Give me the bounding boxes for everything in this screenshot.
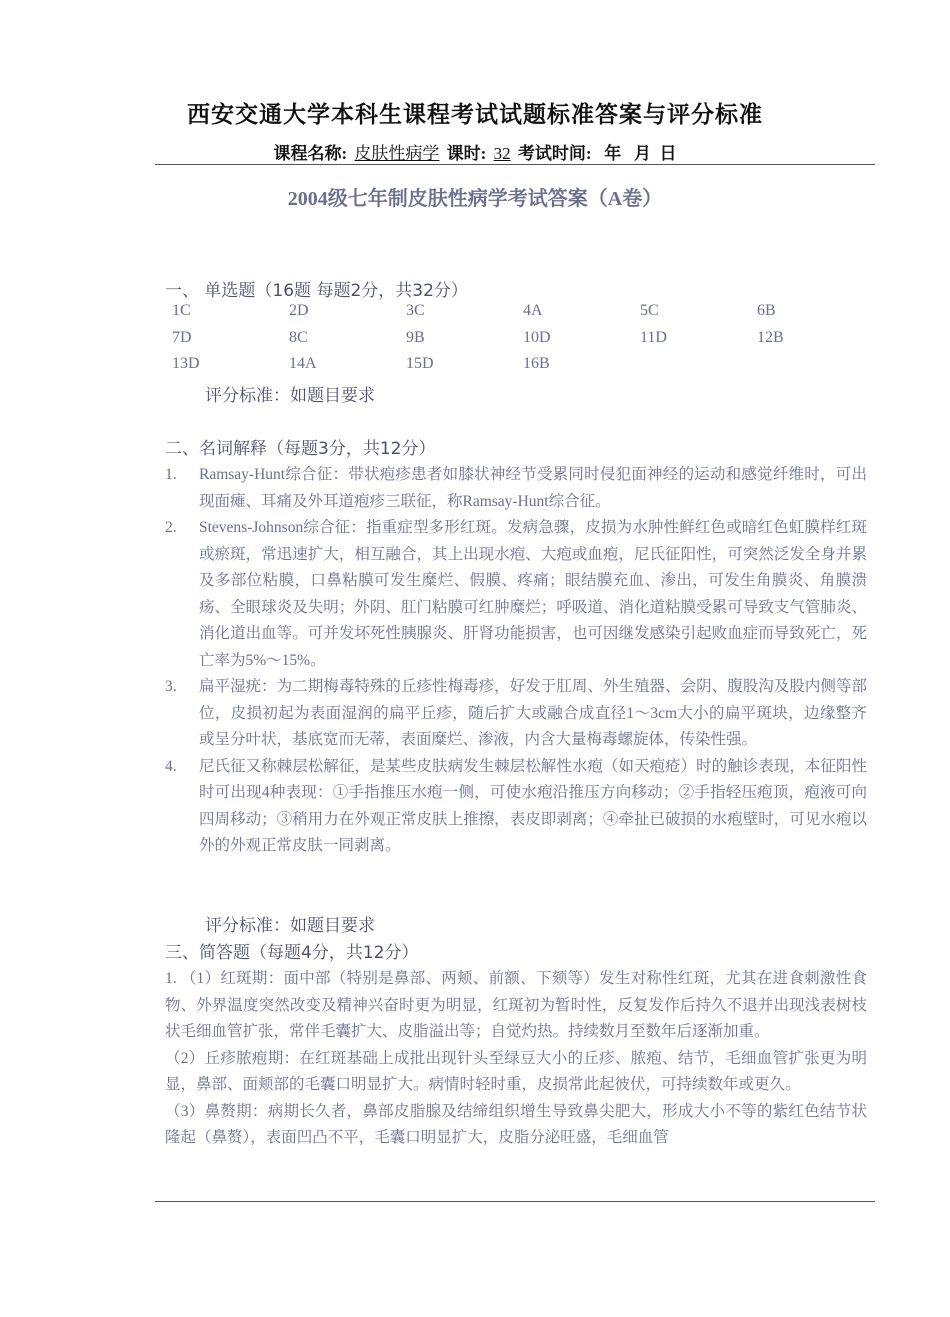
exam-title: 2004级七年制皮肤性病学考试答案（A卷） bbox=[287, 188, 663, 210]
definition-number: 2. bbox=[165, 519, 177, 536]
answer-item: 1C bbox=[172, 302, 191, 319]
exam-month: 月 bbox=[634, 144, 651, 163]
definition-text: Stevens-Johnson综合征：指重症型多形红斑。发病急骤，皮损为水肿性鲜红色或暗红色虹膜样红斑或瘀斑，常迅速扩大，相互融合，其上出现水疱、大疱或血疱，尼氏征阳性，可突然泛发全身并累及多部位粘膜，口鼻粘膜可发生糜烂、假膜、疼痛；眼结膜充血、渗出，可发生角膜炎、角膜溃疡、全眼球炎及失明；外阴、肛门粘膜可红肿糜烂；呼吸道、消化道粘膜受累可导致支气管肺炎、消化道出血等。可并发坏死性胰腺炎、肝肾功能损害，也可因继发感染引起败血症而导致死亡，死亡率为5%～15%。 bbox=[199, 519, 867, 669]
definition-text: Ramsay-Hunt综合征：带状疱疹患者如膝状神经节受累同时侵犯面神经的运动和感觉纤维时，可出现面瘫、耳痛及外耳道疱疹三联征，称Ramsay-Hunt综合征。 bbox=[199, 466, 867, 510]
section2-score-note: 评分标准：如题目要求 bbox=[205, 916, 375, 936]
answer-item: 4A bbox=[523, 302, 543, 319]
short-answer-block bbox=[165, 966, 867, 1152]
section3-heading: 三、简答题（每题4分，共12分） bbox=[165, 943, 419, 963]
course-name-label: 课程名称: bbox=[273, 144, 348, 163]
definition-item bbox=[165, 515, 867, 674]
answer-item: 13D bbox=[172, 355, 200, 372]
definition-number: 1. bbox=[165, 466, 177, 483]
definition-list bbox=[165, 462, 867, 860]
course-info-line bbox=[0, 139, 950, 164]
definition-text: 扁平湿疣：为二期梅毒特殊的丘疹性梅毒疹，好发于肛周、外生殖器、会阴、腹股沟及股内侧等部位，皮损初起为表面湿润的扁平丘疹，随后扩大或融合成直径1～3cm大小的扁平斑块，边缘整齐或呈分叶状，基底宽而无蒂，表面糜烂、渗液，内含大量梅毒螺旋体，传染性强。 bbox=[199, 678, 867, 748]
exam-time-label: 考试时间: bbox=[517, 144, 592, 163]
section1-heading: 一、 单选题（16题 每题2分，共32分） bbox=[165, 281, 468, 301]
short-answer-paragraph: （2）丘疹脓疱期：在红斑基础上成批出现针头至绿豆大小的丘疹、脓疱、结节，毛细血管扩张更为明显，鼻部、面颊部的毛囊口明显扩大。病情时轻时重，皮损常此起彼伏，可持续数年或更久。 bbox=[165, 1049, 867, 1093]
definition-number: 3. bbox=[165, 678, 177, 695]
course-hours-value: 32 bbox=[493, 144, 511, 163]
short-answer-paragraph: （3）鼻赘期：病期长久者，鼻部皮脂腺及结缔组织增生导致鼻尖肥大，形成大小不等的紫红色结节状隆起（鼻赘），表面凹凸不平，毛囊口明显扩大，皮脂分泌旺盛，毛细血管 bbox=[165, 1102, 867, 1146]
answer-item: 10D bbox=[523, 328, 551, 346]
answer-item: 14A bbox=[289, 355, 317, 372]
course-hours-label: 课时: bbox=[446, 144, 487, 163]
section1-score-note: 评分标准：如题目要求 bbox=[205, 386, 375, 406]
answer-item: 8C bbox=[289, 328, 308, 346]
document-title: 西安交通大学本科生课程考试试题标准答案与评分标准 bbox=[187, 102, 763, 127]
answer-item: 15D bbox=[406, 355, 434, 372]
definition-item bbox=[165, 754, 867, 860]
answer-item: 3C bbox=[406, 302, 425, 319]
definition-item bbox=[165, 674, 867, 754]
answer-item: 9B bbox=[406, 328, 425, 346]
footer-divider bbox=[155, 1201, 875, 1202]
header-divider bbox=[155, 164, 875, 165]
answer-item: 6B bbox=[757, 302, 776, 319]
answer-item: 16B bbox=[523, 355, 550, 372]
exam-year: 年 bbox=[604, 144, 622, 163]
course-name-value: 皮肤性病学 bbox=[354, 144, 440, 163]
short-answer-paragraph: 1. （1）红斑期：面中部（特别是鼻部、两颊、前额、下颏等）发生对称性红斑，尤其在进食刺激性食物、外界温度突然改变及精神兴奋时更为明显，红斑初为暂时性，反复发作后持久不退并出现浅表树枝状毛细血管扩张，常伴毛囊扩大、皮脂溢出等；自觉灼热。持续数月至数年后逐渐加重。 bbox=[165, 970, 867, 1040]
answer-item: 7D bbox=[172, 328, 192, 346]
exam-day: 日 bbox=[659, 144, 677, 163]
section2-heading: 二、名词解释（每题3分，共12分） bbox=[165, 439, 436, 459]
answer-item: 11D bbox=[640, 328, 667, 346]
definition-text: 尼氏征又称棘层松解征，是某些皮肤病发生棘层松解性水疱（如天疱疮）时的触诊表现，本征阳性时可出现4种表现：①手指推压水疱一侧，可使水疱沿推压方向移动；②手指轻压疱顶，疱液可向四周移动；③稍用力在外观正常皮肤上推擦，表皮即剥离；④牵扯已破损的水疱壁时，可见水疱以外的外观正常皮肤一同剥离。 bbox=[199, 757, 867, 854]
answer-item: 12B bbox=[757, 328, 784, 346]
answer-item: 5C bbox=[640, 302, 659, 319]
answer-item: 2D bbox=[289, 302, 309, 319]
definition-number: 4. bbox=[165, 757, 177, 775]
single-choice-answers bbox=[172, 302, 874, 382]
definition-item bbox=[165, 462, 867, 515]
